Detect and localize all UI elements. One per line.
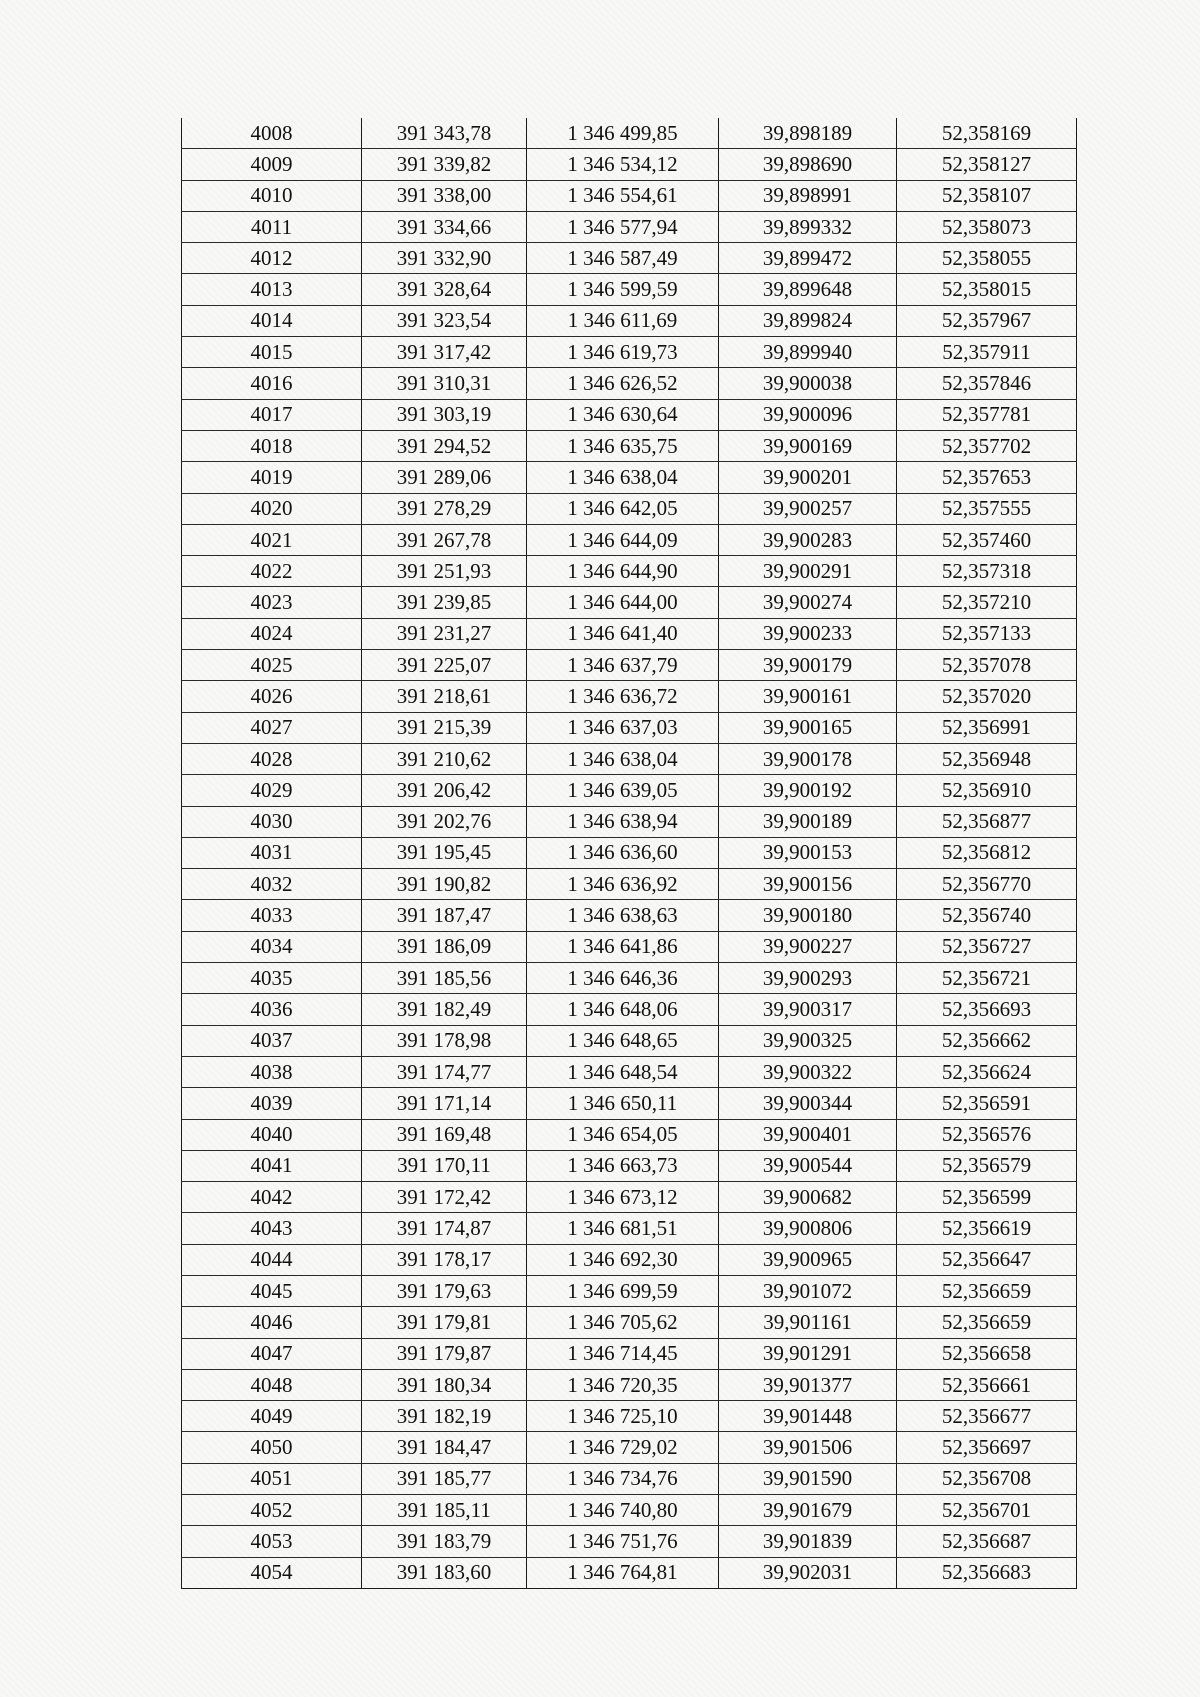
longitude-cell: 39,901072 bbox=[719, 1275, 897, 1306]
point-number-cell: 4018 bbox=[182, 430, 362, 461]
latitude-cell: 52,357133 bbox=[897, 618, 1077, 649]
point-number-cell: 4031 bbox=[182, 837, 362, 868]
x-coordinate-cell: 391 239,85 bbox=[362, 587, 527, 618]
x-coordinate-cell: 391 294,52 bbox=[362, 430, 527, 461]
latitude-cell: 52,356647 bbox=[897, 1244, 1077, 1275]
point-number-cell: 4014 bbox=[182, 305, 362, 336]
latitude-cell: 52,356677 bbox=[897, 1401, 1077, 1432]
longitude-cell: 39,900274 bbox=[719, 587, 897, 618]
table-row bbox=[182, 931, 1077, 962]
point-number-cell: 4047 bbox=[182, 1338, 362, 1369]
table-row bbox=[182, 430, 1077, 461]
x-coordinate-cell: 391 182,49 bbox=[362, 994, 527, 1025]
latitude-cell: 52,356812 bbox=[897, 837, 1077, 868]
longitude-cell: 39,900189 bbox=[719, 806, 897, 837]
x-coordinate-cell: 391 210,62 bbox=[362, 743, 527, 774]
longitude-cell: 39,900201 bbox=[719, 462, 897, 493]
table-row bbox=[182, 775, 1077, 806]
table-row bbox=[182, 1244, 1077, 1275]
x-coordinate-cell: 391 278,29 bbox=[362, 493, 527, 524]
point-number-cell: 4034 bbox=[182, 931, 362, 962]
x-coordinate-cell: 391 179,87 bbox=[362, 1338, 527, 1369]
latitude-cell: 52,356948 bbox=[897, 743, 1077, 774]
y-coordinate-cell: 1 346 705,62 bbox=[527, 1307, 719, 1338]
point-number-cell: 4049 bbox=[182, 1401, 362, 1432]
table-row bbox=[182, 1275, 1077, 1306]
point-number-cell: 4043 bbox=[182, 1213, 362, 1244]
latitude-cell: 52,357653 bbox=[897, 462, 1077, 493]
latitude-cell: 52,357967 bbox=[897, 305, 1077, 336]
longitude-cell: 39,900806 bbox=[719, 1213, 897, 1244]
longitude-cell: 39,900544 bbox=[719, 1150, 897, 1181]
y-coordinate-cell: 1 346 636,72 bbox=[527, 681, 719, 712]
point-number-cell: 4032 bbox=[182, 869, 362, 900]
longitude-cell: 39,900227 bbox=[719, 931, 897, 962]
point-number-cell: 4011 bbox=[182, 211, 362, 242]
longitude-cell: 39,901377 bbox=[719, 1369, 897, 1400]
table-row bbox=[182, 1495, 1077, 1526]
point-number-cell: 4025 bbox=[182, 650, 362, 681]
table-row bbox=[182, 837, 1077, 868]
x-coordinate-cell: 391 310,31 bbox=[362, 368, 527, 399]
longitude-cell: 39,900179 bbox=[719, 650, 897, 681]
latitude-cell: 52,356910 bbox=[897, 775, 1077, 806]
longitude-cell: 39,900161 bbox=[719, 681, 897, 712]
y-coordinate-cell: 1 346 644,90 bbox=[527, 556, 719, 587]
point-number-cell: 4051 bbox=[182, 1463, 362, 1494]
latitude-cell: 52,356721 bbox=[897, 963, 1077, 994]
x-coordinate-cell: 391 338,00 bbox=[362, 180, 527, 211]
point-number-cell: 4054 bbox=[182, 1557, 362, 1588]
table-row bbox=[182, 180, 1077, 211]
point-number-cell: 4050 bbox=[182, 1432, 362, 1463]
y-coordinate-cell: 1 346 499,85 bbox=[527, 118, 719, 149]
table-row bbox=[182, 524, 1077, 555]
y-coordinate-cell: 1 346 534,12 bbox=[527, 149, 719, 180]
point-number-cell: 4022 bbox=[182, 556, 362, 587]
latitude-cell: 52,356579 bbox=[897, 1150, 1077, 1181]
point-number-cell: 4009 bbox=[182, 149, 362, 180]
point-number-cell: 4024 bbox=[182, 618, 362, 649]
point-number-cell: 4010 bbox=[182, 180, 362, 211]
y-coordinate-cell: 1 346 751,76 bbox=[527, 1526, 719, 1557]
table-row bbox=[182, 305, 1077, 336]
y-coordinate-cell: 1 346 641,86 bbox=[527, 931, 719, 962]
y-coordinate-cell: 1 346 638,04 bbox=[527, 462, 719, 493]
table-row bbox=[182, 1119, 1077, 1150]
latitude-cell: 52,356770 bbox=[897, 869, 1077, 900]
y-coordinate-cell: 1 346 714,45 bbox=[527, 1338, 719, 1369]
latitude-cell: 52,357460 bbox=[897, 524, 1077, 555]
table-row bbox=[182, 743, 1077, 774]
longitude-cell: 39,900344 bbox=[719, 1088, 897, 1119]
point-number-cell: 4046 bbox=[182, 1307, 362, 1338]
longitude-cell: 39,900283 bbox=[719, 524, 897, 555]
y-coordinate-cell: 1 346 626,52 bbox=[527, 368, 719, 399]
latitude-cell: 52,356619 bbox=[897, 1213, 1077, 1244]
table-row bbox=[182, 869, 1077, 900]
table-row bbox=[182, 1401, 1077, 1432]
latitude-cell: 52,356624 bbox=[897, 1056, 1077, 1087]
x-coordinate-cell: 391 303,19 bbox=[362, 399, 527, 430]
table-row bbox=[182, 963, 1077, 994]
latitude-cell: 52,356687 bbox=[897, 1526, 1077, 1557]
latitude-cell: 52,356599 bbox=[897, 1182, 1077, 1213]
x-coordinate-cell: 391 183,60 bbox=[362, 1557, 527, 1588]
x-coordinate-cell: 391 186,09 bbox=[362, 931, 527, 962]
longitude-cell: 39,901839 bbox=[719, 1526, 897, 1557]
longitude-cell: 39,898690 bbox=[719, 149, 897, 180]
table-row bbox=[182, 587, 1077, 618]
y-coordinate-cell: 1 346 673,12 bbox=[527, 1182, 719, 1213]
table-row bbox=[182, 1025, 1077, 1056]
point-number-cell: 4042 bbox=[182, 1182, 362, 1213]
x-coordinate-cell: 391 202,76 bbox=[362, 806, 527, 837]
x-coordinate-cell: 391 289,06 bbox=[362, 462, 527, 493]
point-number-cell: 4041 bbox=[182, 1150, 362, 1181]
x-coordinate-cell: 391 231,27 bbox=[362, 618, 527, 649]
x-coordinate-cell: 391 332,90 bbox=[362, 243, 527, 274]
x-coordinate-cell: 391 174,87 bbox=[362, 1213, 527, 1244]
point-number-cell: 4016 bbox=[182, 368, 362, 399]
y-coordinate-cell: 1 346 650,11 bbox=[527, 1088, 719, 1119]
table-row bbox=[182, 274, 1077, 305]
point-number-cell: 4026 bbox=[182, 681, 362, 712]
latitude-cell: 52,356991 bbox=[897, 712, 1077, 743]
longitude-cell: 39,898189 bbox=[719, 118, 897, 149]
x-coordinate-cell: 391 184,47 bbox=[362, 1432, 527, 1463]
x-coordinate-cell: 391 185,11 bbox=[362, 1495, 527, 1526]
y-coordinate-cell: 1 346 681,51 bbox=[527, 1213, 719, 1244]
x-coordinate-cell: 391 179,81 bbox=[362, 1307, 527, 1338]
longitude-cell: 39,900180 bbox=[719, 900, 897, 931]
longitude-cell: 39,899824 bbox=[719, 305, 897, 336]
coordinates-table bbox=[181, 118, 1077, 1589]
longitude-cell: 39,901291 bbox=[719, 1338, 897, 1369]
x-coordinate-cell: 391 190,82 bbox=[362, 869, 527, 900]
longitude-cell: 39,901679 bbox=[719, 1495, 897, 1526]
y-coordinate-cell: 1 346 663,73 bbox=[527, 1150, 719, 1181]
point-number-cell: 4017 bbox=[182, 399, 362, 430]
table-row bbox=[182, 1056, 1077, 1087]
y-coordinate-cell: 1 346 720,35 bbox=[527, 1369, 719, 1400]
y-coordinate-cell: 1 346 648,06 bbox=[527, 994, 719, 1025]
longitude-cell: 39,900322 bbox=[719, 1056, 897, 1087]
y-coordinate-cell: 1 346 648,54 bbox=[527, 1056, 719, 1087]
x-coordinate-cell: 391 267,78 bbox=[362, 524, 527, 555]
longitude-cell: 39,900291 bbox=[719, 556, 897, 587]
y-coordinate-cell: 1 346 641,40 bbox=[527, 618, 719, 649]
y-coordinate-cell: 1 346 639,05 bbox=[527, 775, 719, 806]
table-row bbox=[182, 118, 1077, 149]
latitude-cell: 52,357318 bbox=[897, 556, 1077, 587]
x-coordinate-cell: 391 195,45 bbox=[362, 837, 527, 868]
longitude-cell: 39,899332 bbox=[719, 211, 897, 242]
table-row bbox=[182, 462, 1077, 493]
table-row bbox=[182, 900, 1077, 931]
latitude-cell: 52,357078 bbox=[897, 650, 1077, 681]
latitude-cell: 52,356701 bbox=[897, 1495, 1077, 1526]
table-row bbox=[182, 149, 1077, 180]
table-row bbox=[182, 994, 1077, 1025]
point-number-cell: 4023 bbox=[182, 587, 362, 618]
point-number-cell: 4030 bbox=[182, 806, 362, 837]
y-coordinate-cell: 1 346 638,94 bbox=[527, 806, 719, 837]
latitude-cell: 52,357846 bbox=[897, 368, 1077, 399]
x-coordinate-cell: 391 172,42 bbox=[362, 1182, 527, 1213]
x-coordinate-cell: 391 187,47 bbox=[362, 900, 527, 931]
y-coordinate-cell: 1 346 635,75 bbox=[527, 430, 719, 461]
point-number-cell: 4013 bbox=[182, 274, 362, 305]
point-number-cell: 4028 bbox=[182, 743, 362, 774]
x-coordinate-cell: 391 174,77 bbox=[362, 1056, 527, 1087]
latitude-cell: 52,358015 bbox=[897, 274, 1077, 305]
longitude-cell: 39,900192 bbox=[719, 775, 897, 806]
x-coordinate-cell: 391 215,39 bbox=[362, 712, 527, 743]
table-row bbox=[182, 1369, 1077, 1400]
table-row bbox=[182, 806, 1077, 837]
y-coordinate-cell: 1 346 654,05 bbox=[527, 1119, 719, 1150]
latitude-cell: 52,357781 bbox=[897, 399, 1077, 430]
latitude-cell: 52,357702 bbox=[897, 430, 1077, 461]
y-coordinate-cell: 1 346 646,36 bbox=[527, 963, 719, 994]
longitude-cell: 39,900153 bbox=[719, 837, 897, 868]
table-row bbox=[182, 1463, 1077, 1494]
point-number-cell: 4008 bbox=[182, 118, 362, 149]
table-row bbox=[182, 1526, 1077, 1557]
table-row bbox=[182, 1557, 1077, 1588]
latitude-cell: 52,356693 bbox=[897, 994, 1077, 1025]
table-row bbox=[182, 1432, 1077, 1463]
point-number-cell: 4045 bbox=[182, 1275, 362, 1306]
point-number-cell: 4048 bbox=[182, 1369, 362, 1400]
x-coordinate-cell: 391 178,17 bbox=[362, 1244, 527, 1275]
x-coordinate-cell: 391 206,42 bbox=[362, 775, 527, 806]
y-coordinate-cell: 1 346 637,03 bbox=[527, 712, 719, 743]
longitude-cell: 39,900257 bbox=[719, 493, 897, 524]
point-number-cell: 4035 bbox=[182, 963, 362, 994]
table-row bbox=[182, 1307, 1077, 1338]
latitude-cell: 52,357020 bbox=[897, 681, 1077, 712]
table-row bbox=[182, 243, 1077, 274]
point-number-cell: 4038 bbox=[182, 1056, 362, 1087]
x-coordinate-cell: 391 171,14 bbox=[362, 1088, 527, 1119]
point-number-cell: 4036 bbox=[182, 994, 362, 1025]
y-coordinate-cell: 1 346 554,61 bbox=[527, 180, 719, 211]
y-coordinate-cell: 1 346 619,73 bbox=[527, 337, 719, 368]
point-number-cell: 4012 bbox=[182, 243, 362, 274]
longitude-cell: 39,901506 bbox=[719, 1432, 897, 1463]
x-coordinate-cell: 391 182,19 bbox=[362, 1401, 527, 1432]
x-coordinate-cell: 391 183,79 bbox=[362, 1526, 527, 1557]
x-coordinate-cell: 391 180,34 bbox=[362, 1369, 527, 1400]
latitude-cell: 52,356877 bbox=[897, 806, 1077, 837]
longitude-cell: 39,900169 bbox=[719, 430, 897, 461]
x-coordinate-cell: 391 218,61 bbox=[362, 681, 527, 712]
latitude-cell: 52,356659 bbox=[897, 1275, 1077, 1306]
x-coordinate-cell: 391 185,77 bbox=[362, 1463, 527, 1494]
x-coordinate-cell: 391 178,98 bbox=[362, 1025, 527, 1056]
table-row bbox=[182, 712, 1077, 743]
y-coordinate-cell: 1 346 637,79 bbox=[527, 650, 719, 681]
table-row bbox=[182, 650, 1077, 681]
longitude-cell: 39,900165 bbox=[719, 712, 897, 743]
table-row bbox=[182, 1213, 1077, 1244]
point-number-cell: 4015 bbox=[182, 337, 362, 368]
latitude-cell: 52,356708 bbox=[897, 1463, 1077, 1494]
longitude-cell: 39,901590 bbox=[719, 1463, 897, 1494]
point-number-cell: 4052 bbox=[182, 1495, 362, 1526]
y-coordinate-cell: 1 346 648,65 bbox=[527, 1025, 719, 1056]
table-row bbox=[182, 399, 1077, 430]
point-number-cell: 4039 bbox=[182, 1088, 362, 1119]
x-coordinate-cell: 391 343,78 bbox=[362, 118, 527, 149]
point-number-cell: 4027 bbox=[182, 712, 362, 743]
longitude-cell: 39,900325 bbox=[719, 1025, 897, 1056]
table-row bbox=[182, 493, 1077, 524]
y-coordinate-cell: 1 346 577,94 bbox=[527, 211, 719, 242]
point-number-cell: 4053 bbox=[182, 1526, 362, 1557]
latitude-cell: 52,356697 bbox=[897, 1432, 1077, 1463]
x-coordinate-cell: 391 225,07 bbox=[362, 650, 527, 681]
longitude-cell: 39,899648 bbox=[719, 274, 897, 305]
y-coordinate-cell: 1 346 587,49 bbox=[527, 243, 719, 274]
y-coordinate-cell: 1 346 725,10 bbox=[527, 1401, 719, 1432]
y-coordinate-cell: 1 346 699,59 bbox=[527, 1275, 719, 1306]
y-coordinate-cell: 1 346 729,02 bbox=[527, 1432, 719, 1463]
y-coordinate-cell: 1 346 734,76 bbox=[527, 1463, 719, 1494]
x-coordinate-cell: 391 328,64 bbox=[362, 274, 527, 305]
table-row bbox=[182, 368, 1077, 399]
point-number-cell: 4019 bbox=[182, 462, 362, 493]
latitude-cell: 52,356591 bbox=[897, 1088, 1077, 1119]
x-coordinate-cell: 391 323,54 bbox=[362, 305, 527, 336]
table-row bbox=[182, 1088, 1077, 1119]
table-row bbox=[182, 1182, 1077, 1213]
longitude-cell: 39,898991 bbox=[719, 180, 897, 211]
y-coordinate-cell: 1 346 636,60 bbox=[527, 837, 719, 868]
latitude-cell: 52,356662 bbox=[897, 1025, 1077, 1056]
table-row bbox=[182, 337, 1077, 368]
y-coordinate-cell: 1 346 740,80 bbox=[527, 1495, 719, 1526]
table-row bbox=[182, 618, 1077, 649]
longitude-cell: 39,900233 bbox=[719, 618, 897, 649]
y-coordinate-cell: 1 346 692,30 bbox=[527, 1244, 719, 1275]
latitude-cell: 52,356683 bbox=[897, 1557, 1077, 1588]
longitude-cell: 39,900682 bbox=[719, 1182, 897, 1213]
longitude-cell: 39,900156 bbox=[719, 869, 897, 900]
point-number-cell: 4020 bbox=[182, 493, 362, 524]
longitude-cell: 39,900317 bbox=[719, 994, 897, 1025]
y-coordinate-cell: 1 346 644,09 bbox=[527, 524, 719, 555]
latitude-cell: 52,357555 bbox=[897, 493, 1077, 524]
table-row bbox=[182, 1150, 1077, 1181]
longitude-cell: 39,900965 bbox=[719, 1244, 897, 1275]
y-coordinate-cell: 1 346 644,00 bbox=[527, 587, 719, 618]
longitude-cell: 39,899472 bbox=[719, 243, 897, 274]
longitude-cell: 39,900178 bbox=[719, 743, 897, 774]
point-number-cell: 4040 bbox=[182, 1119, 362, 1150]
latitude-cell: 52,358055 bbox=[897, 243, 1077, 274]
y-coordinate-cell: 1 346 630,64 bbox=[527, 399, 719, 430]
table-row bbox=[182, 211, 1077, 242]
point-number-cell: 4037 bbox=[182, 1025, 362, 1056]
point-number-cell: 4021 bbox=[182, 524, 362, 555]
longitude-cell: 39,899940 bbox=[719, 337, 897, 368]
y-coordinate-cell: 1 346 638,04 bbox=[527, 743, 719, 774]
point-number-cell: 4029 bbox=[182, 775, 362, 806]
latitude-cell: 52,357911 bbox=[897, 337, 1077, 368]
latitude-cell: 52,358073 bbox=[897, 211, 1077, 242]
x-coordinate-cell: 391 251,93 bbox=[362, 556, 527, 587]
latitude-cell: 52,357210 bbox=[897, 587, 1077, 618]
x-coordinate-cell: 391 185,56 bbox=[362, 963, 527, 994]
latitude-cell: 52,356727 bbox=[897, 931, 1077, 962]
x-coordinate-cell: 391 334,66 bbox=[362, 211, 527, 242]
table-row bbox=[182, 556, 1077, 587]
point-number-cell: 4033 bbox=[182, 900, 362, 931]
latitude-cell: 52,358169 bbox=[897, 118, 1077, 149]
longitude-cell: 39,900401 bbox=[719, 1119, 897, 1150]
table-row bbox=[182, 681, 1077, 712]
point-number-cell: 4044 bbox=[182, 1244, 362, 1275]
longitude-cell: 39,901448 bbox=[719, 1401, 897, 1432]
y-coordinate-cell: 1 346 638,63 bbox=[527, 900, 719, 931]
latitude-cell: 52,358127 bbox=[897, 149, 1077, 180]
longitude-cell: 39,900096 bbox=[719, 399, 897, 430]
table-row bbox=[182, 1338, 1077, 1369]
longitude-cell: 39,900038 bbox=[719, 368, 897, 399]
longitude-cell: 39,902031 bbox=[719, 1557, 897, 1588]
latitude-cell: 52,356661 bbox=[897, 1369, 1077, 1400]
longitude-cell: 39,901161 bbox=[719, 1307, 897, 1338]
latitude-cell: 52,358107 bbox=[897, 180, 1077, 211]
longitude-cell: 39,900293 bbox=[719, 963, 897, 994]
y-coordinate-cell: 1 346 599,59 bbox=[527, 274, 719, 305]
y-coordinate-cell: 1 346 636,92 bbox=[527, 869, 719, 900]
y-coordinate-cell: 1 346 611,69 bbox=[527, 305, 719, 336]
x-coordinate-cell: 391 170,11 bbox=[362, 1150, 527, 1181]
latitude-cell: 52,356740 bbox=[897, 900, 1077, 931]
latitude-cell: 52,356659 bbox=[897, 1307, 1077, 1338]
x-coordinate-cell: 391 317,42 bbox=[362, 337, 527, 368]
x-coordinate-cell: 391 169,48 bbox=[362, 1119, 527, 1150]
x-coordinate-cell: 391 179,63 bbox=[362, 1275, 527, 1306]
table-body bbox=[182, 118, 1077, 1588]
latitude-cell: 52,356658 bbox=[897, 1338, 1077, 1369]
y-coordinate-cell: 1 346 642,05 bbox=[527, 493, 719, 524]
x-coordinate-cell: 391 339,82 bbox=[362, 149, 527, 180]
y-coordinate-cell: 1 346 764,81 bbox=[527, 1557, 719, 1588]
latitude-cell: 52,356576 bbox=[897, 1119, 1077, 1150]
